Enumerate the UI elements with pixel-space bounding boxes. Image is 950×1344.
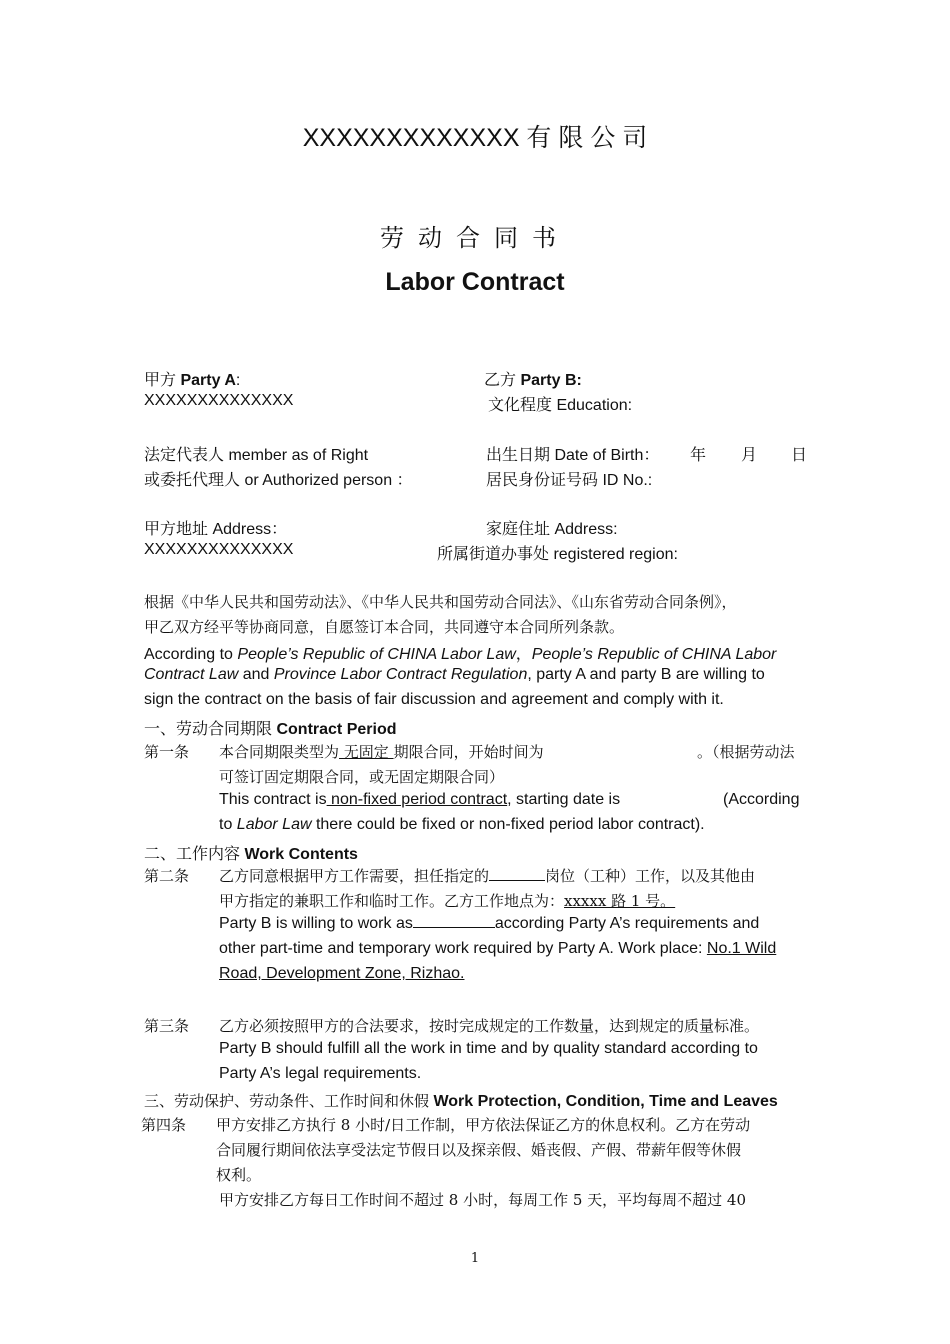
title-chinese: 劳动合同书	[380, 224, 570, 252]
section3-heading	[144, 1090, 778, 1111]
text: according Party A’s requirements and	[494, 915, 760, 932]
article2-cn-line2	[219, 890, 675, 911]
title-english: Labor Contract	[385, 268, 565, 296]
text: According to	[144, 646, 238, 663]
text: , starting date is	[507, 791, 621, 808]
article1-label: 第一条	[144, 743, 190, 761]
text: 期限合同，开始时间为	[393, 743, 544, 761]
text: , party A and party B are willing to	[527, 666, 765, 683]
text: 岗位（工种）工作，以及其他由	[545, 867, 756, 885]
party-b-label-en: Party B:	[520, 372, 582, 389]
article1-en-note: (According	[723, 791, 800, 808]
article1-cn-line1	[219, 741, 544, 762]
law-name: Province Labor Contract Regulation	[273, 666, 528, 683]
authorized-person: 或委托代理人 or Authorized person ：	[144, 472, 413, 489]
party-b-address-label: 家庭住址 Address:	[486, 521, 618, 538]
preamble-en-line1	[144, 641, 776, 664]
article2-en-line2	[219, 940, 776, 958]
party-b-label-cn: 乙方	[484, 370, 517, 389]
article1-cn-note: 。（根据劳动法	[697, 743, 795, 761]
contract-type: 无固定	[339, 743, 394, 761]
law-name: People’s Republic of CHINA Labor Law	[237, 646, 516, 663]
law-name: Contract Law	[144, 666, 239, 683]
article2-en-line1	[219, 915, 759, 933]
education-field: 文化程度 Education:	[488, 397, 633, 414]
position-blank[interactable]	[489, 868, 545, 881]
heading-en: Contract Period	[276, 721, 397, 738]
text: to	[219, 816, 237, 833]
law-name: Labor Law	[236, 816, 312, 833]
id-number: 居民身份证号码 ID No.:	[486, 472, 653, 489]
text: there could be fixed or non-fixed period labor contract).	[311, 816, 705, 833]
article3-en-line1: Party B should fulfill all the work in time and by quality standard according to	[219, 1040, 758, 1057]
article2-cn-line1	[219, 865, 755, 886]
company-name: XXXXXXXXXXXXX 有 限 公 司	[302, 124, 648, 152]
dob-year: 年	[690, 447, 707, 464]
text: and	[238, 666, 274, 683]
work-place-en: No.1 Wild	[706, 940, 777, 957]
article4-line1: 甲方安排乙方执行 8 小时/日工作制，甲方依法保证乙方的休息权利。乙方在劳动	[216, 1116, 751, 1134]
party-a-address-value: XXXXXXXXXXXXXX	[144, 541, 294, 558]
article3-label: 第三条	[144, 1017, 190, 1035]
article4-label: 第四条	[141, 1116, 187, 1134]
article2-label: 第二条	[144, 867, 190, 885]
text: 乙方同意根据甲方工作需要，担任指定的	[219, 867, 490, 885]
contract-type-en: non-fixed period contract	[326, 791, 508, 808]
dob-day: 日	[791, 447, 808, 464]
heading-cn: 一、劳动合同期限	[144, 719, 273, 738]
party-a-name: XXXXXXXXXXXXXX	[144, 392, 294, 409]
article1-en-line1	[219, 791, 620, 809]
date-of-birth: 出生日期 Date of Birth：	[486, 447, 660, 464]
article3-cn: 乙方必须按照甲方的合法要求，按时完成规定的工作数量，达到规定的质量标准。	[219, 1017, 760, 1035]
preamble-en-line3: sign the contract on the basis of fair discussion and agreement and comply with it.	[144, 691, 724, 708]
party-a-label-cn: 甲方	[144, 370, 177, 389]
section1-heading	[144, 716, 396, 739]
position-blank-en[interactable]	[413, 915, 495, 928]
article3-en-line2: Party A’s legal requirements.	[219, 1065, 422, 1082]
legal-representative: 法定代表人 member as of Right	[144, 447, 369, 464]
party-a-address-label: 甲方地址 Address：	[144, 521, 288, 538]
article1-cn-line2: 可签订固定期限合同，或无固定期限合同）	[219, 768, 505, 786]
heading-cn: 三、劳动保护、劳动条件、工作时间和休假	[144, 1092, 430, 1110]
article4-line3: 权利。	[216, 1166, 262, 1184]
text: other part-time and temporary work required by Party A. Work place:	[219, 940, 707, 957]
work-place-cn: xxxxx 路 1 号。	[564, 892, 676, 910]
preamble-en-line2	[144, 666, 765, 684]
registered-region: 所属街道办事处 registered region:	[437, 546, 678, 563]
article2-en-line3: Road, Development Zone, Rizhao.	[219, 965, 465, 982]
article4-line4: 甲方安排乙方每日工作时间不超过 8 小时，每周工作 5 天，平均每周不超过 40	[219, 1191, 747, 1209]
text: 本合同期限类型为	[219, 743, 340, 761]
preamble-cn-line1: 根据《中华人民共和国劳动法》、《中华人民共和国劳动合同法》、《山东省劳动合同条例》，	[144, 593, 737, 611]
heading-cn: 二、工作内容	[144, 844, 241, 863]
party-b-label	[484, 367, 582, 390]
text: ，	[515, 646, 532, 663]
party-a-label-en: Party A	[180, 372, 236, 389]
section2-heading	[144, 841, 358, 864]
article1-en-line2	[219, 816, 705, 834]
party-a-colon: :	[235, 372, 241, 389]
article4-line2: 合同履行期间依法享受法定节假日以及探亲假、婚丧假、产假、带薪年假等休假	[216, 1141, 742, 1159]
page-number: 1	[470, 1251, 480, 1266]
preamble-cn-line2: 甲乙双方经平等协商同意，自愿签订本合同，共同遵守本合同所列条款。	[144, 618, 625, 636]
text: 甲方指定的兼职工作和临时工作。乙方工作地点为：	[219, 892, 565, 910]
heading-en: Work Contents	[244, 846, 358, 863]
party-a-label	[144, 367, 240, 390]
text: This contract is	[219, 791, 327, 808]
dob-month: 月	[741, 447, 758, 464]
heading-en: Work Protection, Condition, Time and Leaves	[433, 1093, 778, 1110]
text: Party B is willing to work as	[219, 915, 413, 932]
law-name: People’s Republic of CHINA Labor	[531, 646, 777, 663]
